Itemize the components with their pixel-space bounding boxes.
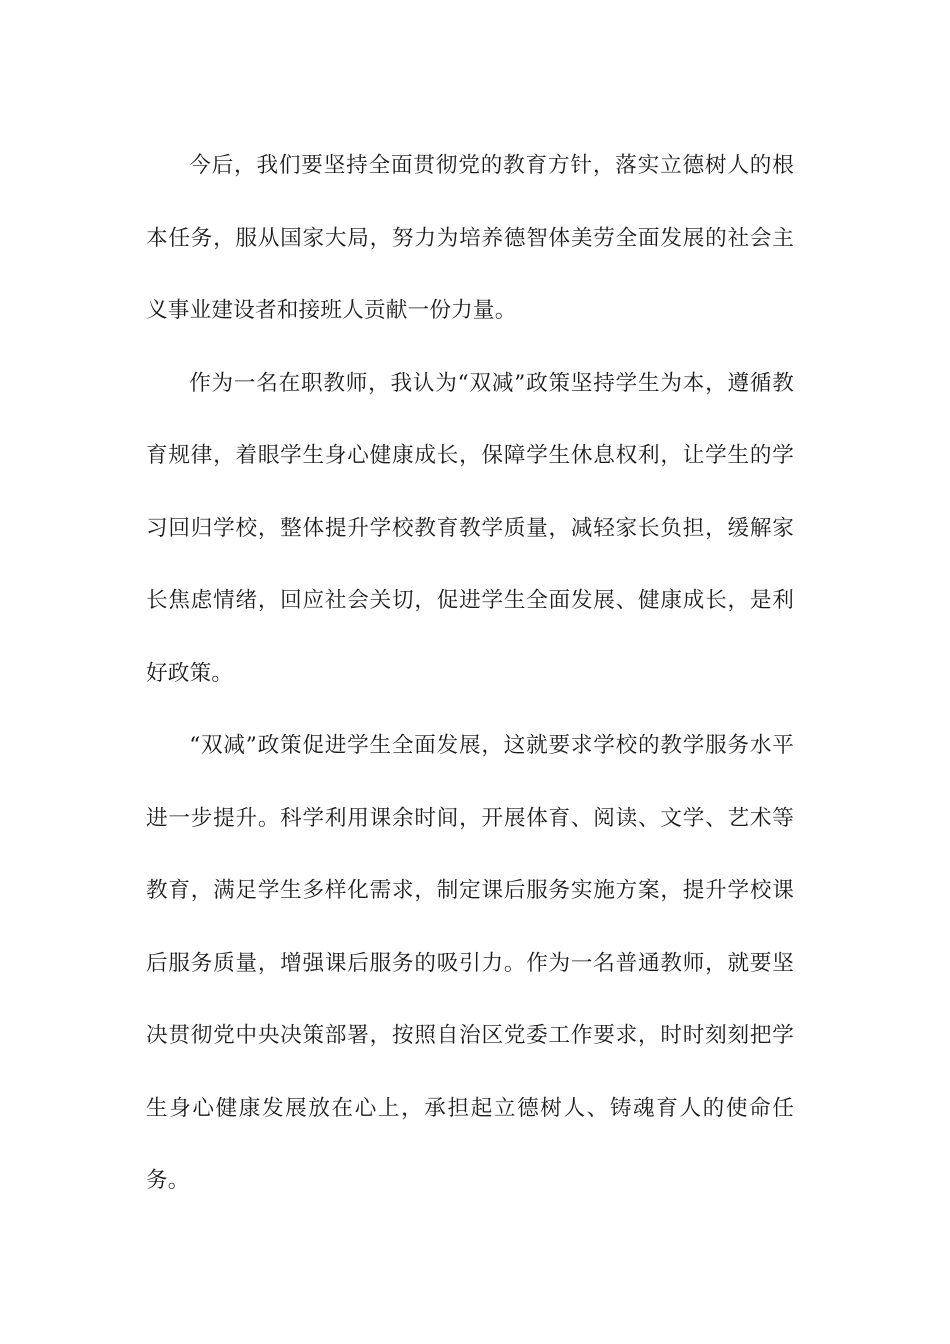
document-body [146,130,794,1218]
paragraph-1: 今后，我们要坚持全面贯彻党的教育方针，落实立德树人的根本任务，服从国家大局，努力为培养德智体美劳全面发展的社会主义事业建设者和接班人贡献一份力量。 [146,153,794,323]
paragraph-3: “双减”政策促进学生全面发展，这就要求学校的教学服务水平进一步提升。科学利用课余时间，开展体育、阅读、文学、艺术等教育，满足学生多样化需求，制定课后服务实施方案，提升学校课后服务质量，增强课后服务的吸引力。作为一名普通教师，就要坚决贯彻党中央决策部署，按照自治区党委工作要求，时时刻刻把学生身心健康发展放在心上，承担起立德树人、铸魂育人的使命任务。 [146,733,794,1193]
paragraph-2: 作为一名在职教师，我认为“双减”政策坚持学生为本，遵循教育规律，着眼学生身心健康成长，保障学生休息权利，让学生的学习回归学校，整体提升学校教育教学质量，减轻家长负担，缓解家长焦虑情绪，回应社会关切，促进学生全面发展、健康成长，是利好政策。 [146,370,794,686]
